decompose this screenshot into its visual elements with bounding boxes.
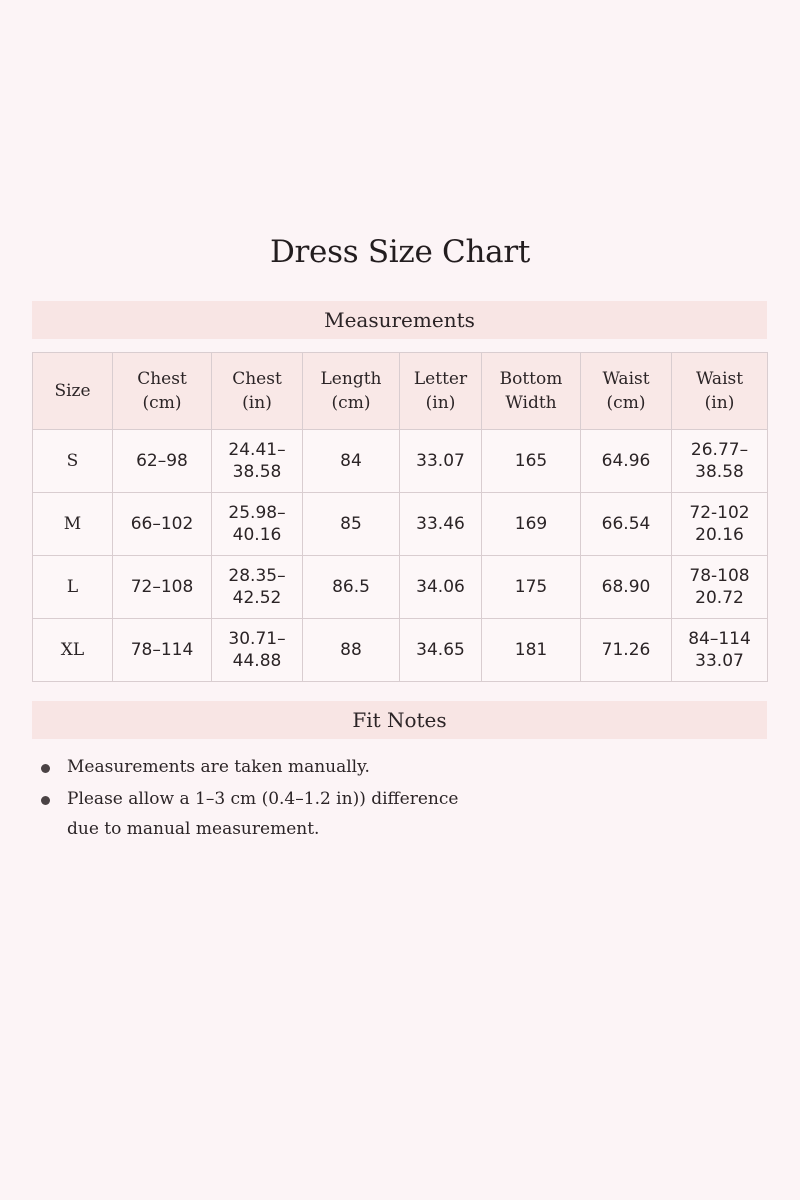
- bottom-width-cell: 181: [482, 619, 581, 682]
- fit-note-line: Please allow a 1–3 cm (0.4–1.2 in)) difference: [67, 789, 459, 809]
- fit-notes-heading: Fit Notes: [32, 701, 767, 739]
- bottom-width-cell: 165: [482, 430, 581, 493]
- list-item: [38, 784, 638, 844]
- chest-cm-cell: 66–102: [113, 493, 212, 556]
- waist-in-cell: 78-108 20.72: [672, 556, 768, 619]
- waist-in-cell: 26.77– 38.58: [672, 430, 768, 493]
- letter-in-cell: 33.07: [400, 430, 482, 493]
- header-chest-in: Chest (in): [212, 353, 303, 430]
- waist-cm-cell: 71.26: [581, 619, 672, 682]
- page-title: Dress Size Chart: [269, 234, 531, 270]
- bullet-icon: [41, 764, 50, 773]
- size-table: [32, 352, 768, 682]
- bullet-icon: [41, 796, 50, 805]
- letter-in-cell: 34.06: [400, 556, 482, 619]
- header-waist-in: Waist (in): [672, 353, 768, 430]
- letter-in-cell: 33.46: [400, 493, 482, 556]
- waist-in-cell: 84–114 33.07: [672, 619, 768, 682]
- table-row-s: [33, 430, 768, 493]
- header-length-cm: Length (cm): [303, 353, 400, 430]
- size-label: L: [33, 556, 113, 619]
- chest-cm-cell: 72–108: [113, 556, 212, 619]
- waist-cm-cell: 66.54: [581, 493, 672, 556]
- chest-cm-cell: 62–98: [113, 430, 212, 493]
- header-letter-in: Letter (in): [400, 353, 482, 430]
- letter-in-cell: 34.65: [400, 619, 482, 682]
- bottom-width-cell: 175: [482, 556, 581, 619]
- waist-cm-cell: 64.96: [581, 430, 672, 493]
- size-label: S: [33, 430, 113, 493]
- header-bottom-width: Bottom Width: [482, 353, 581, 430]
- length-cm-cell: 85: [303, 493, 400, 556]
- fit-note-line: due to manual measurement.: [67, 819, 320, 839]
- length-cm-cell: 84: [303, 430, 400, 493]
- table-row-l: [33, 556, 768, 619]
- waist-cm-cell: 68.90: [581, 556, 672, 619]
- bottom-width-cell: 169: [482, 493, 581, 556]
- length-cm-cell: 88: [303, 619, 400, 682]
- table-row-m: [33, 493, 768, 556]
- chest-in-cell: 30.71– 44.88: [212, 619, 303, 682]
- header-waist-cm: Waist (cm): [581, 353, 672, 430]
- table-header-row: [33, 353, 768, 430]
- measurements-heading: Measurements: [32, 301, 767, 339]
- chest-in-cell: 24.41– 38.58: [212, 430, 303, 493]
- size-label: XL: [33, 619, 113, 682]
- waist-in-cell: 72-102 20.16: [672, 493, 768, 556]
- size-label: M: [33, 493, 113, 556]
- header-size: Size: [33, 353, 113, 430]
- chest-in-cell: 28.35– 42.52: [212, 556, 303, 619]
- chest-cm-cell: 78–114: [113, 619, 212, 682]
- fit-notes-list: [38, 752, 638, 846]
- table-row-xl: [33, 619, 768, 682]
- length-cm-cell: 86.5: [303, 556, 400, 619]
- header-chest-cm: Chest (cm): [113, 353, 212, 430]
- fit-note-text: Measurements are taken manually.: [67, 757, 370, 777]
- list-item: [38, 752, 638, 782]
- chest-in-cell: 25.98– 40.16: [212, 493, 303, 556]
